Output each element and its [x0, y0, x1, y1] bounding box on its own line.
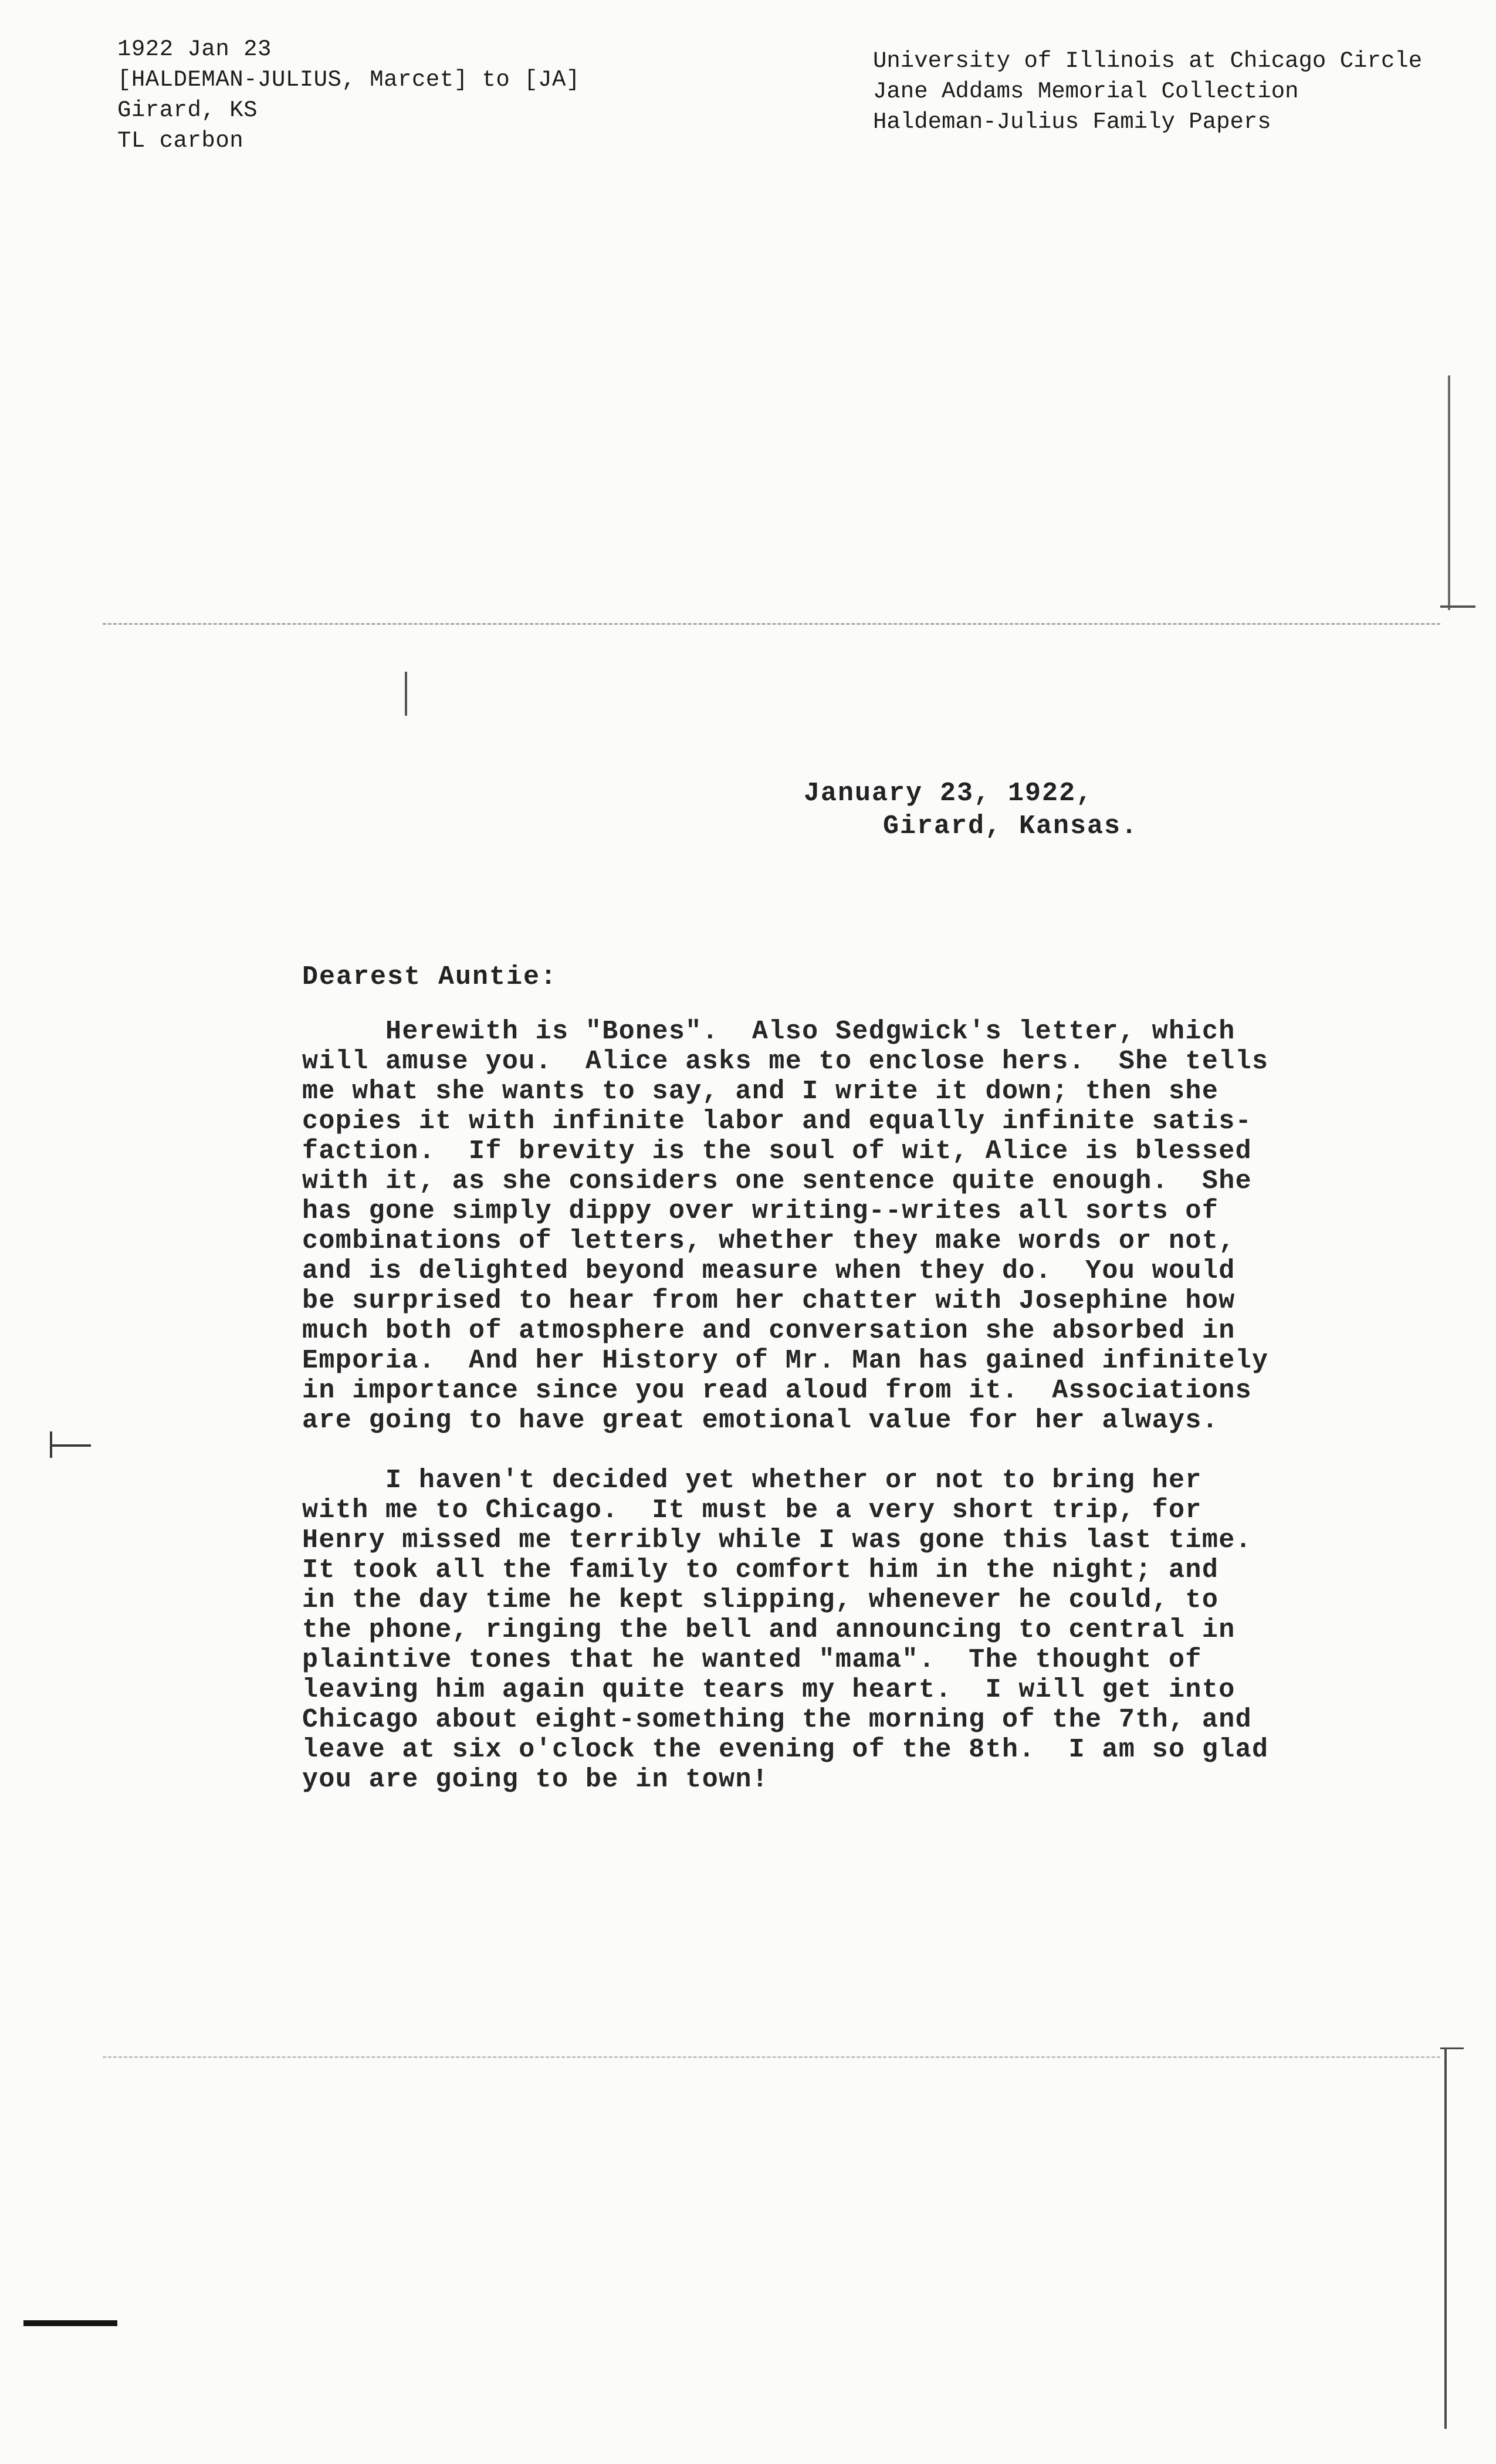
- repository-papers: Haldeman-Julius Family Papers: [873, 109, 1271, 135]
- catalog-card: [117, 34, 580, 156]
- text-line: with me to Chicago. It must be a very short trip, for: [302, 1495, 1202, 1525]
- repository-institution: University of Illinois at Chicago Circle: [873, 48, 1423, 74]
- scan-edge-mark: [1440, 2047, 1464, 2049]
- scan-edge-mark: [1440, 605, 1475, 608]
- catalog-correspondents: [HALDEMAN-JULIUS, Marcet] to [JA]: [117, 67, 580, 93]
- text-line: will amuse you. Alice asks me to enclose hers. She tells: [302, 1047, 1269, 1077]
- text-line: It took all the family to comfort him in the night; and: [302, 1555, 1219, 1585]
- letter-salutation: Dearest Auntie:: [302, 962, 558, 992]
- scan-edge-mark: [50, 1444, 91, 1447]
- catalog-date: 1922 Jan 23: [117, 36, 272, 62]
- text-line: copies it with infinite labor and equally infinite satis-: [302, 1106, 1253, 1136]
- catalog-format: TL carbon: [117, 128, 244, 154]
- scan-edge-mark: [1444, 2047, 1447, 2429]
- repository-collection: Jane Addams Memorial Collection: [873, 79, 1299, 104]
- paragraph-1: [302, 1017, 1376, 1436]
- text-line: combinations of letters, whether they make words or not,: [302, 1226, 1236, 1256]
- text-line: faction. If brevity is the soul of wit, Alice is blessed: [302, 1136, 1253, 1166]
- scan-edge-mark: [23, 2320, 117, 2326]
- text-line: leave at six o'clock the evening of the 8th. I am so glad: [302, 1735, 1269, 1765]
- paragraph-2: [302, 1465, 1376, 1795]
- text-line: the phone, ringing the bell and announcing to central in: [302, 1615, 1236, 1645]
- text-line: you are going to be in town!: [302, 1765, 769, 1795]
- catalog-place: Girard, KS: [117, 97, 258, 123]
- text-line: be surprised to hear from her chatter with Josephine how: [302, 1286, 1236, 1316]
- repository-header: [873, 46, 1422, 137]
- scan-edge-mark: [1448, 375, 1450, 610]
- text-line: in the day time he kept slipping, whenever he could, to: [302, 1585, 1219, 1615]
- text-line: with it, as she considers one sentence quite enough. She: [302, 1166, 1253, 1196]
- letter-place: Girard, Kansas.: [883, 811, 1139, 841]
- letter-body: [302, 1017, 1376, 1795]
- text-line: Henry missed me terribly while I was gone this last time.: [302, 1525, 1253, 1555]
- text-line: and is delighted beyond measure when they do. You would: [302, 1256, 1236, 1286]
- text-line: leaving him again quite tears my heart. I will get into: [302, 1675, 1236, 1705]
- text-line: Emporia. And her History of Mr. Man has gained infinitely: [302, 1346, 1269, 1376]
- text-line: me what she wants to say, and I write it down; then she: [302, 1077, 1219, 1106]
- text-line: much both of atmosphere and conversation she absorbed in: [302, 1316, 1236, 1346]
- text-line: are going to have great emotional value for her always.: [302, 1406, 1219, 1436]
- text-line: I haven't decided yet whether or not to bring her: [302, 1465, 1202, 1495]
- text-line: plaintive tones that he wanted "mama". The thought of: [302, 1645, 1202, 1675]
- letter-date: January 23, 1922,: [804, 779, 1094, 808]
- text-line: in importance since you read aloud from it. Associations: [302, 1376, 1253, 1406]
- paragraph-gap: [302, 1436, 1376, 1465]
- text-line: Chicago about eight-something the morning of the 7th, and: [302, 1705, 1253, 1735]
- text-line: Herewith is "Bones". Also Sedgwick's letter, which: [302, 1017, 1236, 1047]
- text-line: has gone simply dippy over writing--writes all sorts of: [302, 1196, 1219, 1226]
- letter-dateline: [804, 777, 1138, 843]
